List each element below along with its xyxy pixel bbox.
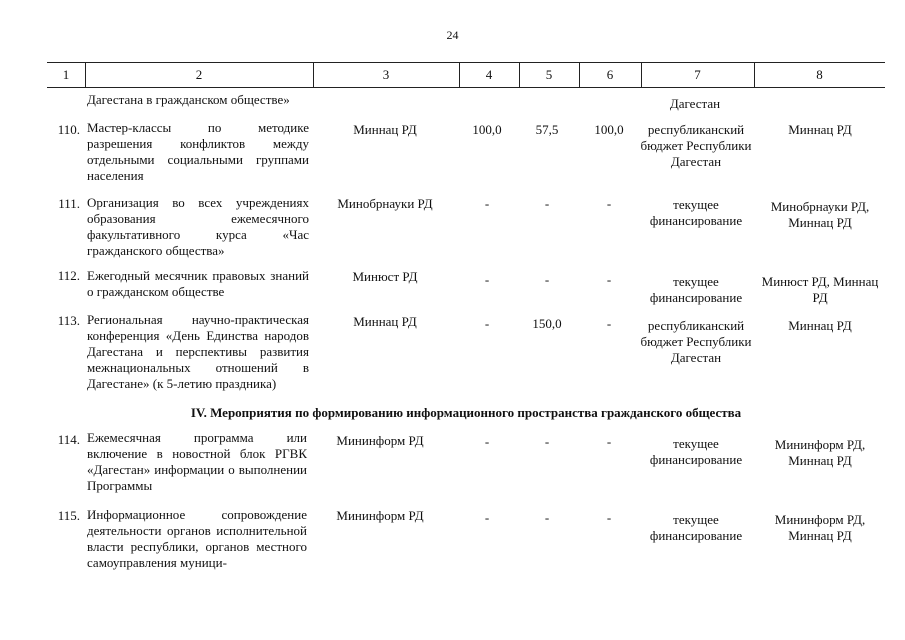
continued-description: Дагестана в гражданском обществе» — [87, 92, 290, 107]
row-value-3: - — [606, 510, 612, 525]
section-heading: IV. Мероприятия по формированию информационного пространства гражданского общества — [190, 405, 742, 420]
row-number: 114. — [57, 432, 80, 447]
row-value-2: - — [544, 196, 550, 211]
row-number: 115. — [57, 508, 80, 523]
row-value-1: - — [484, 434, 490, 449]
col-header-8: 8 — [816, 67, 823, 82]
row-value-2: - — [544, 272, 550, 287]
row-responsible: Минобрнауки РД, Миннац РД — [770, 199, 870, 230]
row-funding-source: текущее финансирование — [649, 512, 743, 543]
row-responsible: Миннац РД — [788, 122, 852, 137]
row-value-3: - — [606, 434, 612, 449]
row-value-3: - — [606, 272, 612, 287]
row-number: 110. — [57, 122, 80, 137]
row-funding-source: республиканский бюджет Республики Дагестан — [640, 122, 752, 169]
row-executor: Мининформ РД — [336, 433, 424, 448]
row-funding-source: республиканский бюджет Республики Дагестан — [640, 318, 752, 365]
row-description: Информационное сопровождение деятельности органов исполнительной власти республики, органов местного самоуправления муници- — [87, 507, 307, 570]
page-number: 24 — [446, 28, 459, 42]
row-value-3: 100,0 — [594, 122, 624, 137]
row-description: Организация во всех учреждениях образования ежемесячного факультативного курса «Час гражданского общества» — [87, 195, 309, 258]
row-value-1: 100,0 — [472, 122, 502, 137]
row-value-2: 150,0 — [532, 316, 562, 331]
row-description: Региональная научно-практическая конференция «День Единства народов Дагестана и перспективы развития межнациональных отношений в Дагестане» (к 5-летию праздника) — [87, 312, 309, 391]
row-value-3: - — [606, 196, 612, 211]
table-header — [47, 62, 885, 88]
col-header-4: 4 — [485, 67, 493, 82]
col-header-3: 3 — [382, 67, 390, 82]
row-value-1: - — [484, 272, 490, 287]
row-description: Мастер-классы по методике разрешения конфликтов между отдельными социальными группами населения — [87, 120, 309, 183]
row-value-2: 57,5 — [535, 122, 559, 137]
row-executor: Миннац РД — [353, 122, 417, 137]
row-number: 112. — [57, 268, 80, 283]
row-responsible: Мининформ РД, Миннац РД — [774, 512, 866, 543]
row-funding-source: текущее финансирование — [649, 436, 743, 467]
row-value-1: - — [484, 316, 490, 331]
col-header-7: 7 — [694, 67, 701, 82]
col-header-6: 6 — [606, 67, 614, 82]
row-description: Ежегодный месячник правовых знаний о гражданском обществе — [87, 268, 309, 299]
row-funding-source: текущее финансирование — [649, 197, 743, 228]
row-executor: Минюст РД — [352, 269, 418, 284]
continued-source: Дагестан — [669, 96, 721, 111]
row-value-1: - — [484, 510, 490, 525]
col-header-2: 2 — [195, 67, 203, 82]
row-responsible: Миннац РД — [788, 318, 852, 333]
row-description: Ежемесячная программа или включение в новостной блок РГВК «Дагестан» информации о выполнении Программы — [87, 430, 307, 493]
col-header-5: 5 — [545, 67, 553, 82]
row-executor: Миннац РД — [353, 314, 417, 329]
col-header-1: 1 — [62, 67, 70, 82]
row-executor: Минобрнауки РД — [337, 196, 433, 211]
row-responsible: Минюст РД, Миннац РД — [761, 274, 879, 305]
row-executor: Мининформ РД — [336, 508, 424, 523]
row-value-1: - — [484, 196, 490, 211]
row-funding-source: текущее финансирование — [649, 274, 743, 305]
row-value-3: - — [606, 316, 612, 331]
row-value-2: - — [544, 434, 550, 449]
row-value-2: - — [544, 510, 550, 525]
row-responsible: Мининформ РД, Миннац РД — [774, 437, 866, 468]
row-number: 111. — [58, 196, 80, 211]
row-number: 113. — [57, 313, 80, 328]
